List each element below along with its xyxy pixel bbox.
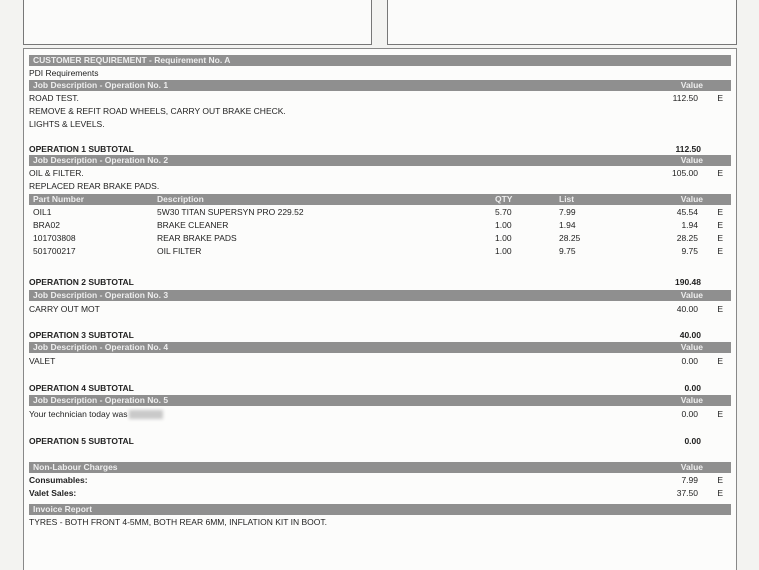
operation-2-subtotal: OPERATION 2 SUBTOTAL 190.48 (29, 277, 701, 287)
operation-1-header: Job Description - Operation No. 1 Value (29, 80, 731, 91)
invoice-report-text: TYRES - BOTH FRONT 4-5MM, BOTH REAR 6MM, INFLATION KIT IN BOOT. (29, 517, 327, 527)
operation-4-line: VALET 0.00 E (29, 356, 723, 366)
requirement-subtitle: PDI Requirements (29, 68, 99, 78)
operation-4-subtotal-value: 0.00 (684, 383, 701, 393)
operation-5-subtotal-value: 0.00 (684, 436, 701, 446)
operation-1-subtotal-value: 112.50 (675, 144, 701, 154)
operation-3-header: Job Description - Operation No. 3 Value (29, 290, 731, 301)
operation-3-value: 40.00 (676, 304, 698, 314)
consumables-row: Consumables: 7.99 E (29, 475, 723, 485)
parts-header: Part Number Description QTY List Value (29, 194, 731, 205)
top-left-box (23, 0, 372, 45)
top-right-box (387, 0, 737, 45)
operation-5-subtotal: OPERATION 5 SUBTOTAL 0.00 (29, 436, 701, 446)
operation-2-header: Job Description - Operation No. 2 Value (29, 155, 731, 166)
operation-4-subtotal: OPERATION 4 SUBTOTAL 0.00 (29, 383, 701, 393)
operation-3-subtotal-value: 40.00 (679, 330, 701, 340)
operation-5-line: Your technician today was 0.00 E (29, 409, 723, 419)
operation-5-value: 0.00 (681, 409, 698, 419)
operation-5-header: Job Description - Operation No. 5 Value (29, 395, 731, 406)
operation-2-line: OIL & FILTER. 105.00 E (29, 168, 723, 178)
operation-1-subtotal (29, 144, 731, 154)
operation-1-subtotal-label: OPERATION 1 SUBTOTAL (29, 144, 134, 154)
valet-sales-row: Valet Sales: 37.50 E (29, 488, 723, 498)
invoice-report-header: Invoice Report (29, 504, 731, 515)
operation-4-value: 0.00 (681, 356, 698, 366)
operation-1-value: 112.50 (672, 93, 698, 103)
operation-2-value: 105.00 (672, 168, 698, 178)
operation-2-subtotal-value: 190.48 (675, 277, 701, 287)
operation-3-line: CARRY OUT MOT 40.00 E (29, 304, 723, 314)
customer-requirement-header (29, 55, 731, 66)
operation-1-line: ROAD TEST. (29, 93, 79, 103)
operation-2-line: REPLACED REAR BRAKE PADS. (29, 181, 160, 191)
operation-1-line: LIGHTS & LEVELS. (29, 119, 105, 129)
customer-requirement-label: CUSTOMER REQUIREMENT - Requirement No. A (33, 55, 231, 65)
operation-1-line: REMOVE & REFIT ROAD WHEELS, CARRY OUT BRAKE CHECK. (29, 106, 286, 116)
operation-3-subtotal: OPERATION 3 SUBTOTAL 40.00 (29, 330, 701, 340)
redacted-name (129, 410, 163, 419)
non-labour-header: Non-Labour Charges Value (29, 462, 731, 473)
invoice-page: CUSTOMER REQUIREMENT - Requirement No. A PDI Requirements Job Description - Operation No. 1 Value ROAD TEST. 112.50 E REMOVE & REFIT ROAD WHEELS, CARRY OUT BRAKE CHECK. LIGHTS & LEVELS. OPERATION 1 SUBTOTAL 112.50 Job Description - Operation No. 2 Value OIL & FILTER. 105.00 E REPLACED REAR BRAKE PADS. Part Number Description QTY List Value OIL1 5W30 TITAN SUPERSYN PRO 229.52 5.70 7.99 45.54 E BRA02 BRAKE CLEANER 1.00 1.94 1.94 E 101703808 REAR BRAKE PADS 1.00 28.25 28.25 E 501700217 OIL FILTER 1.00 9.75 9.75 E OPERATION 2 SUBTOTAL 190.48 Job Description - Operation No. 3 Value CARRY OUT MOT 40.00 E OPERATION 3 SUBTOTAL 40.00 Job Description - Operation No. 4 Value VALET 0.00 E OPERATION 4 SUBTOTAL 0.00 Job Description - Operation No. 5 Value Your technician today was 0.00 E OPERATION 5 SUBTOTAL 0.00 Non-Labour Charges Value Consumables: 7.99 E Valet Sales: 37.50 E Invoice Report TYRES - BOTH FRONT 4-5MM, BOTH REAR 6MM, INFLATION KIT IN BOOT. (23, 48, 737, 570)
operation-4-header: Job Description - Operation No. 4 Value (29, 342, 731, 353)
